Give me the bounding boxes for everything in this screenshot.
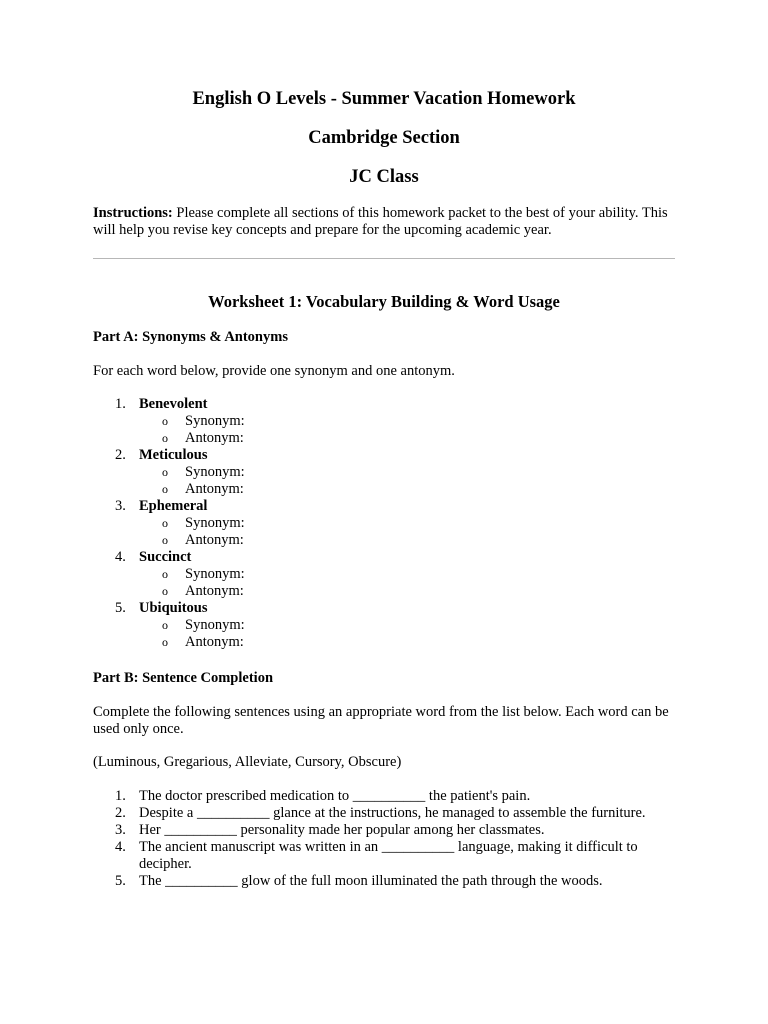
synonym-line: [139, 617, 683, 634]
circle-bullet-icon: o: [162, 431, 168, 445]
list-item: [93, 396, 683, 447]
circle-bullet-icon: o: [162, 516, 168, 530]
list-item: [93, 839, 683, 873]
synonym-label: Synonym:: [185, 515, 245, 531]
antonym-label: Antonym:: [185, 430, 244, 446]
sentence-text: Despite a __________ glance at the instructions, he managed to assemble the furniture.: [139, 805, 646, 821]
word-bank: (Luminous, Gregarious, Alleviate, Cursory, Obscure): [93, 754, 402, 770]
synonym-label: Synonym:: [185, 464, 245, 480]
item-number: 1.: [115, 396, 126, 412]
list-item: [93, 788, 683, 805]
item-number: 5.: [115, 600, 126, 616]
item-number: 5.: [115, 873, 126, 889]
sub-list: [139, 464, 683, 498]
sentence-text: The __________ glow of the full moon illuminated the path through the woods.: [139, 873, 603, 889]
antonym-label: Antonym:: [185, 634, 244, 650]
instructions-label: Instructions:: [93, 205, 173, 221]
sentence-text: Her __________ personality made her popular among her classmates.: [139, 822, 545, 838]
part-b-heading: Part B: Sentence Completion: [93, 670, 274, 686]
sub-list: [139, 617, 683, 651]
vocabulary-word: Ephemeral: [139, 498, 208, 514]
sentence-text: The ancient manuscript was written in an __________ language, making it difficult to decipher.: [139, 839, 638, 872]
synonym-label: Synonym:: [185, 617, 245, 633]
synonym-line: [139, 413, 683, 430]
sentence-completion-list: [93, 788, 683, 890]
class-title: JC Class: [349, 167, 419, 187]
worksheet-title: Worksheet 1: Vocabulary Building & Word Usage: [208, 292, 560, 311]
document-title: English O Levels - Summer Vacation Homework: [192, 89, 576, 109]
list-item: [93, 805, 683, 822]
circle-bullet-icon: o: [162, 414, 168, 428]
item-number: 3.: [115, 822, 126, 838]
part-a-heading: Part A: Synonyms & Antonyms: [93, 329, 288, 345]
synonym-line: [139, 464, 683, 481]
synonym-line: [139, 515, 683, 532]
antonym-line: [139, 430, 683, 447]
section-title: Cambridge Section: [308, 128, 460, 148]
circle-bullet-icon: o: [162, 465, 168, 479]
part-a-instruction: For each word below, provide one synonym and one antonym.: [93, 363, 455, 379]
list-item: [93, 498, 683, 549]
synonym-line: [139, 566, 683, 583]
vocabulary-word: Meticulous: [139, 447, 208, 463]
list-item: [93, 549, 683, 600]
vocabulary-word: Succinct: [139, 549, 192, 565]
sub-list: [139, 413, 683, 447]
item-number: 3.: [115, 498, 126, 514]
sub-list: [139, 566, 683, 600]
synonym-label: Synonym:: [185, 413, 245, 429]
vocabulary-word: Benevolent: [139, 396, 208, 412]
instructions-paragraph: [93, 205, 683, 239]
antonym-label: Antonym:: [185, 481, 244, 497]
item-number: 4.: [115, 549, 126, 565]
antonym-label: Antonym:: [185, 532, 244, 548]
part-b-instruction: Complete the following sentences using an appropriate word from the list below. Each word can be used only once.: [93, 704, 669, 737]
circle-bullet-icon: o: [162, 482, 168, 496]
item-number: 4.: [115, 839, 126, 855]
antonym-line: [139, 532, 683, 549]
sentence-text: The doctor prescribed medication to __________ the patient's pain.: [139, 788, 531, 804]
antonym-label: Antonym:: [185, 583, 244, 599]
antonym-line: [139, 583, 683, 600]
list-item: [93, 822, 683, 839]
circle-bullet-icon: o: [162, 584, 168, 598]
vocabulary-word: Ubiquitous: [139, 600, 208, 616]
list-item: [93, 447, 683, 498]
synonym-label: Synonym:: [185, 566, 245, 582]
antonym-line: [139, 634, 683, 651]
circle-bullet-icon: o: [162, 618, 168, 632]
item-number: 1.: [115, 788, 126, 804]
vocabulary-word-list: [93, 396, 683, 651]
item-number: 2.: [115, 805, 126, 821]
circle-bullet-icon: o: [162, 635, 168, 649]
instructions-text: Please complete all sections of this homework packet to the best of your ability. This will help you revise key concepts and prepare for the upcoming academic year.: [93, 205, 668, 238]
list-item: [93, 873, 683, 890]
item-number: 2.: [115, 447, 126, 463]
circle-bullet-icon: o: [162, 567, 168, 581]
horizontal-divider: [93, 258, 675, 259]
sub-list: [139, 515, 683, 549]
list-item: [93, 600, 683, 651]
circle-bullet-icon: o: [162, 533, 168, 547]
antonym-line: [139, 481, 683, 498]
